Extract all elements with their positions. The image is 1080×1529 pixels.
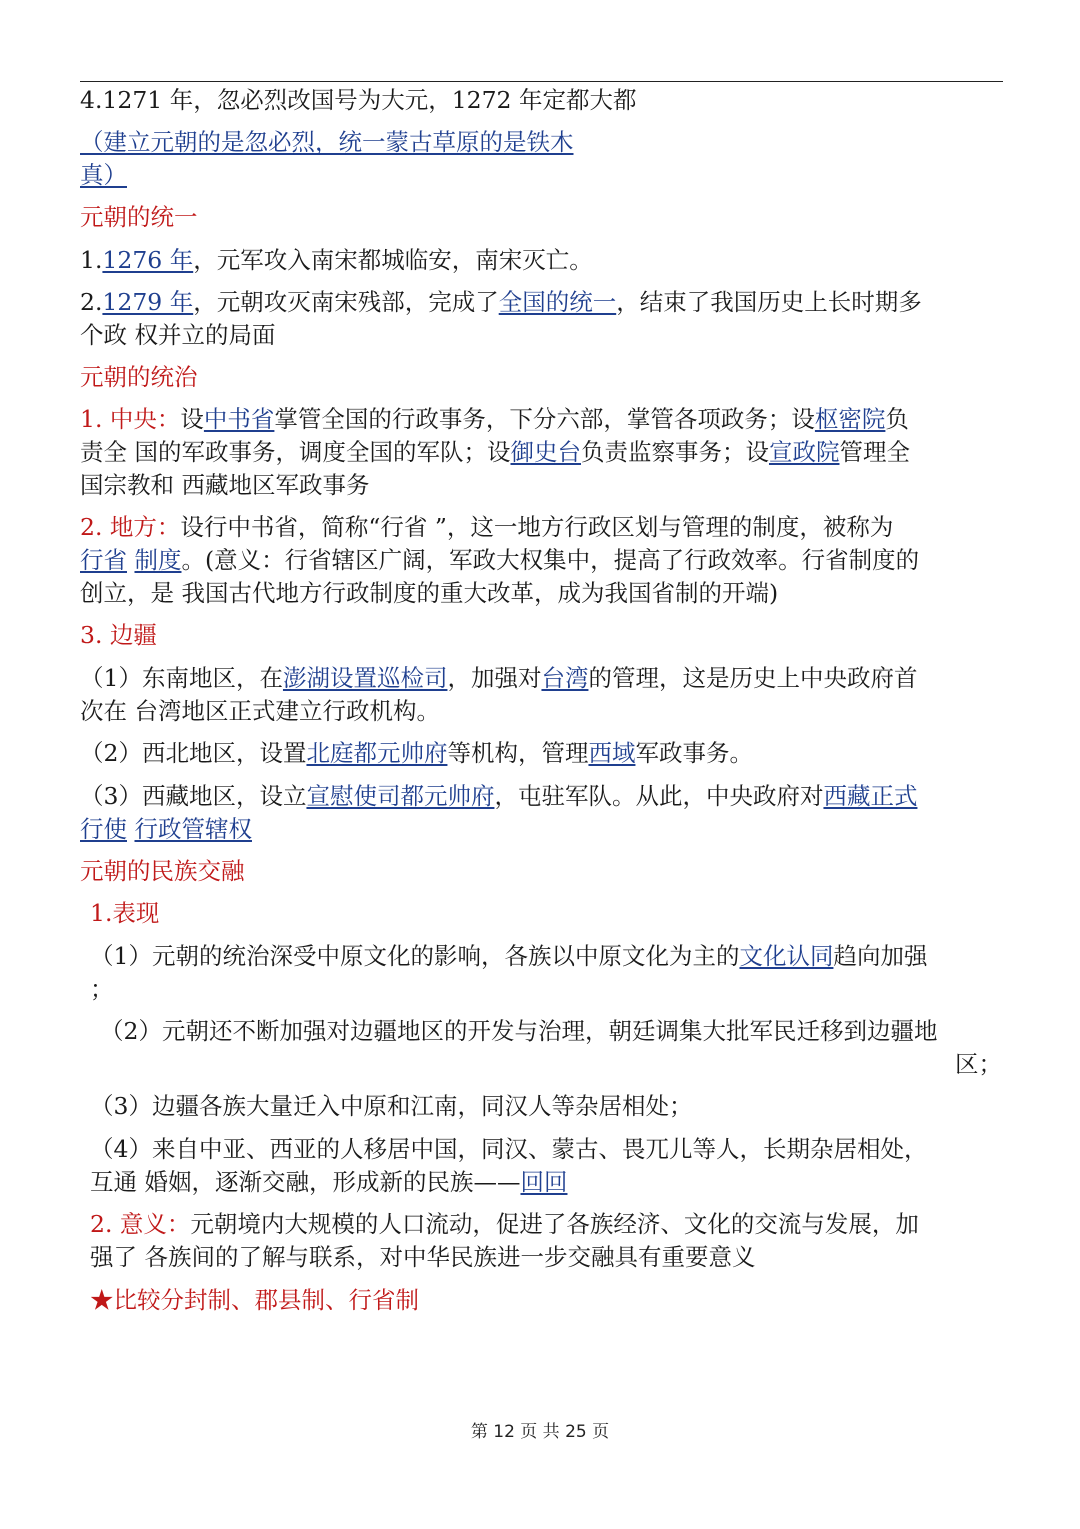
page-footer: 第 12 页 共 25 页 <box>470 1422 610 1442</box>
top-rule <box>80 81 1003 82</box>
border-southeast-cont: 次在 台湾地区正式建立行政机构。 <box>80 697 440 725</box>
ethnic-item-2: （2）元朝还不断加强对边疆地区的开发与治理，朝廷调集大批军民迁移到边疆地 <box>100 1017 938 1045</box>
note-founder-line2: 真） <box>80 161 127 189</box>
ethnic-significance: 2. 意义：元朝境内大规模的人口流动，促进了各族经济、文化的交流与发展，加 <box>90 1210 919 1238</box>
heading-border: 3. 边疆 <box>80 621 157 649</box>
ethnic-item-4-cont: 互通 婚姻，逐渐交融，形成新的民族——回回 <box>90 1168 568 1196</box>
heading-rule: 元朝的统治 <box>80 363 198 391</box>
local-line1: 2. 地方：设行中书省，简称“行省 ”，这一地方行政区划与管理的制度，被称为 <box>80 513 894 541</box>
central-line2: 责全 国的军政事务，调度全国的军队；设御史台负责监察事务；设宣政院管理全 <box>80 438 910 466</box>
border-tibet-cont: 行使 行政管辖权 <box>80 815 252 843</box>
heading-ethnic: 元朝的民族交融 <box>80 857 245 885</box>
local-line3: 创立，是 我国古代地方行政制度的重大改革，成为我国省制的开端) <box>80 579 779 607</box>
unify-item-2-cont: 个政 权并立的局面 <box>80 321 276 349</box>
central-line1: 1. 中央：设中书省掌管全国的行政事务，下分六部，掌管各项政务；设枢密院负 <box>80 405 909 433</box>
central-line3: 国宗教和 西藏地区军政事务 <box>80 471 370 499</box>
ethnic-item-4: （4）来自中亚、西亚的人移居中国，同汉、蒙古、畏兀儿等人，长期杂居相处， <box>90 1135 928 1163</box>
ethnic-item-1: （1）元朝的统治深受中原文化的影响，各族以中原文化为主的文化认同趋向加强 <box>90 942 928 970</box>
ethnic-item-1-cont: ； <box>90 975 114 1003</box>
border-southeast: （1）东南地区，在澎湖设置巡检司，加强对台湾的管理，这是历史上中央政府首 <box>80 664 918 692</box>
note-founder-line1: （建立元朝的是忽必烈，统一蒙古草原的是铁木 <box>80 128 574 156</box>
border-northwest: （2）西北地区，设置北庭都元帅府等机构，管理西域军政事务。 <box>80 739 753 767</box>
ethnic-item-3: （3）边疆各族大量迁入中原和江南，同汉人等杂居相处； <box>90 1092 693 1120</box>
unify-item-1: 1.1276 年，元军攻入南宋都城临安，南宋灭亡。 <box>80 246 593 274</box>
point-1271: 4.1271 年，忽必烈改国号为大元，1272 年定都大都 <box>80 86 637 114</box>
unify-item-2: 2.1279 年，元朝攻灭南宋残部，完成了全国的统一，结束了我国历史上长时期多 <box>80 288 922 316</box>
border-tibet: （3）西藏地区，设立宣慰使司都元帅府，屯驻军队。从此，中央政府对西藏正式 <box>80 782 918 810</box>
ethnic-item-2-cont: 区； <box>955 1050 1002 1078</box>
ethnic-subheading-1: 1.表现 <box>90 899 160 927</box>
compare-systems-heading: ★比较分封制、郡县制、行省制 <box>90 1286 419 1314</box>
local-line2: 行省 制度。(意义：行省辖区广阔，军政大权集中，提高了行政效率。行省制度的 <box>80 546 920 574</box>
ethnic-significance-cont: 强了 各族间的了解与联系，对中华民族进一步交融具有重要意义 <box>90 1243 756 1271</box>
heading-unification: 元朝的统一 <box>80 203 198 231</box>
